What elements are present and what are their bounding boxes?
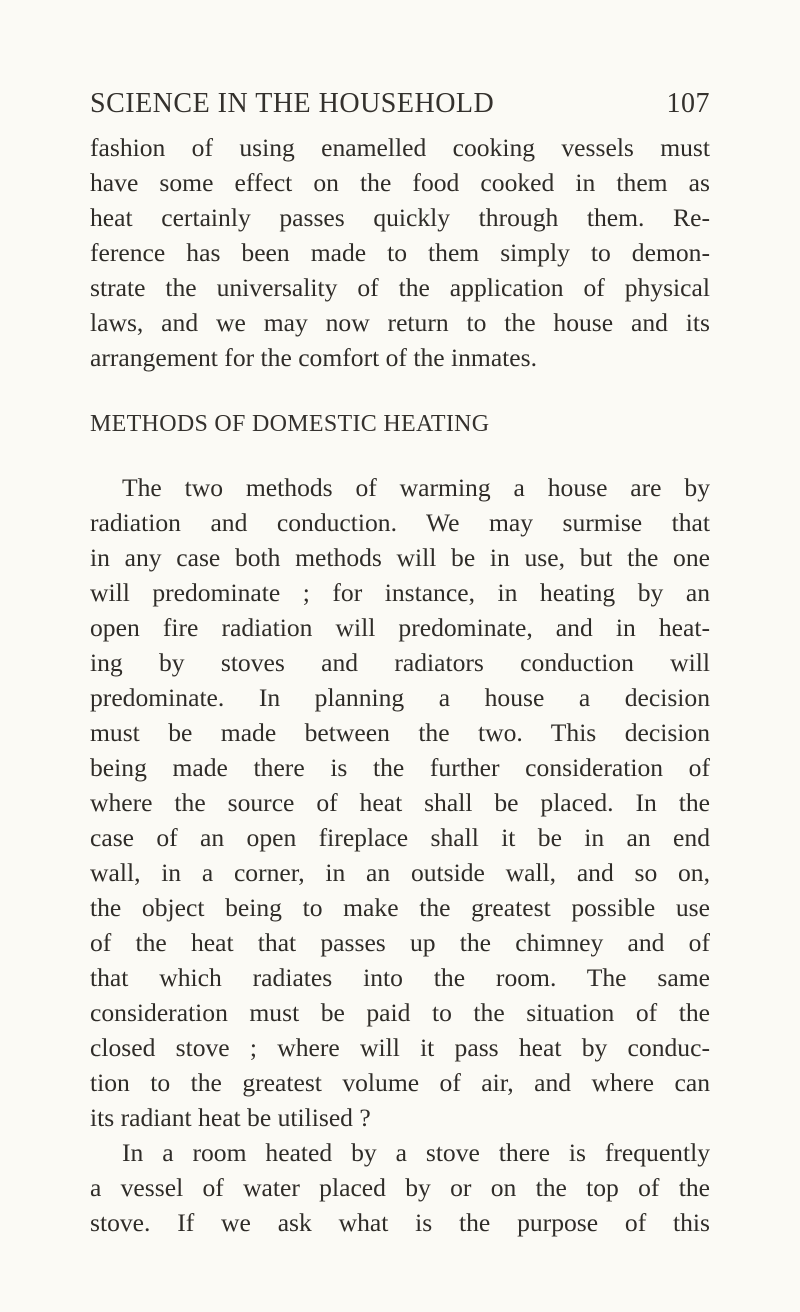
text-line: have some effect on the food cooked in them as [90, 168, 710, 197]
running-head-title: SCIENCE IN THE HOUSEHOLD [90, 88, 495, 119]
text-line: radiation and conduction. We may surmise that [90, 508, 710, 537]
text-line: where the source of heat shall be placed. In the [90, 788, 710, 817]
text-line: a vessel of water placed by or on the top of the [90, 1173, 710, 1202]
text-line: arrangement for the comfort of the inmates. [90, 343, 538, 372]
paragraph-3 [90, 1135, 710, 1240]
text-line: heat certainly passes quickly through them. Re- [90, 203, 710, 232]
running-head [90, 88, 710, 128]
text-line: in any case both methods will be in use, but the one [90, 543, 710, 572]
text-line: that which radiates into the room. The same [90, 963, 710, 992]
text-line: closed stove ; where will it pass heat by conduc- [90, 1033, 710, 1062]
text-line: ference has been made to them simply to demon- [90, 238, 710, 267]
page-number: 107 [666, 88, 710, 119]
text-line: being made there is the further consideration of [90, 753, 710, 782]
body-text [90, 130, 710, 1240]
text-line: fashion of using enamelled cooking vessels must [90, 133, 710, 162]
text-line: must be made between the two. This decision [90, 718, 710, 747]
paragraph-1 [90, 130, 710, 375]
text-line: of the heat that passes up the chimney and of [90, 928, 710, 957]
text-line: tion to the greatest volume of air, and where can [90, 1068, 710, 1097]
text-line: case of an open fireplace shall it be in an end [90, 823, 710, 852]
text-line: consideration must be paid to the situation of the [90, 998, 710, 1027]
text-line: will predominate ; for instance, in heating by an [90, 578, 710, 607]
text-line: open fire radiation will predominate, and in heat- [90, 613, 710, 642]
text-line: laws, and we may now return to the house and its [90, 308, 710, 337]
text-line: The two methods of warming a house are by [122, 473, 710, 502]
text-line: wall, in a corner, in an outside wall, and so on, [90, 858, 710, 887]
text-line: In a room heated by a stove there is frequently [122, 1138, 710, 1167]
text-line: predominate. In planning a house a decision [90, 683, 710, 712]
text-line: ing by stoves and radiators conduction will [90, 648, 710, 677]
section-heading: METHODS OF DOMESTIC HEATING [90, 411, 490, 437]
text-line: the object being to make the greatest possible use [90, 893, 710, 922]
paragraph-2 [90, 470, 710, 1135]
text-line: stove. If we ask what is the purpose of this [90, 1208, 710, 1237]
text-line: its radiant heat be utilised ? [90, 1103, 371, 1132]
text-line: strate the universality of the application of physical [90, 273, 710, 302]
